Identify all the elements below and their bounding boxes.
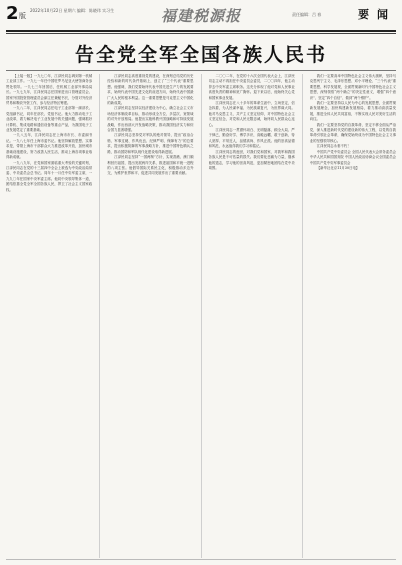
paragraph: 一九八二年，江泽民同志任电子工业部第一副部长、党组副书记，同年任部长、党组书记。他大力推动电子工业改革，着力解决电子工业发展中的关键问题，强调抓好计算机、集成电路和通信设备等重点产品，为我国电子工业发展奠定了重要基础。 <box>6 106 93 133</box>
paragraph: 二〇〇二年，在党的十六次全国代表大会上，江泽民同志主动不再担任中央委员会委员，二〇〇四年，他主动辞去中央军委主席职务。这充分体现了他对党和人民事业高度负责的精神和宽广胸怀。退下来以后，他始终关心党和国家事业发展。 <box>208 74 295 100</box>
footer-rule <box>6 559 396 560</box>
paragraph: 我们一定要坚持以人民为中心的发展思想，全面贯彻新发展理念，加快构建新发展格局，着力推动高质量发展，推进全体人民共同富裕，不断实现人民对美好生活的向往。 <box>309 101 396 122</box>
paragraph: 江泽民同志坚持以经济建设为中心，确立社会主义市场经济体制改革目标，推动形成全方位、多层次、宽领域的对外开放格局。他提出实施科教兴国战略和可持续发展战略，作出西部大开发战略决策，推动我国经济实力和综合国力显著增强。 <box>107 106 194 133</box>
page-number-unit: 版 <box>19 12 26 20</box>
paragraph: 我们一定要坚持党的自我革命，坚定不移全面从严治党，深入推进新时代党的建设新的伟大工程，以党的自我革命引领社会革命，确保党始终成为中国特色社会主义事业的坚强领导核心。 <box>309 122 396 143</box>
editor-credit: 责任编辑：吕 春 <box>292 12 322 17</box>
paragraph: 【新华社北京11月30日电】 <box>316 165 360 170</box>
paragraph: 江泽民同志在八十多年的革命生涯中，立场坚定，信念执着，为人民谋幸福、为民族谋复兴，为世界谋大同。他对马克思主义、共产主义坚定信仰，对中国特色社会主义坚定信念，对党和人民无限忠诚，始终同人民群众心连心。 <box>208 101 295 127</box>
paragraph: 江泽民同志永垂不朽！ <box>316 144 351 149</box>
column-divider <box>99 74 100 558</box>
article-column-4 <box>310 74 396 558</box>
issue-info: 2022年10月22日 星期六 编辑：陈晓玮 实习生 <box>30 8 115 13</box>
paragraph: 江泽民同志高度重视党的建设，在深刻总结党的历史经验和新的时代条件基础上，创立了“三个代表”重要思想。他强调，我们党要始终代表中国先进生产力的发展要求，始终代表中国先进文化的前进方向，始终代表中国最广大人民的根本利益。这一重要思想是马克思主义中国化的新成果。 <box>107 74 194 106</box>
article-column-3 <box>209 74 295 558</box>
column-divider <box>201 74 202 558</box>
paragraph: 江泽民同志一贯襟怀坦白、光明磊落，顾全大局、严于律己，勤奋好学、博学多识，高瞻远瞩、敢于创新，待人宽厚、平易近人，品德高尚、作风正派。他的崇高品德和风范，永远值得我们学习和铭记。 <box>208 128 295 149</box>
paragraph: 中国共产党中央委员会 全国人民代表大会常务委员会 中华人民共和国国务院 中国人民政治协商会议全国委员会 中国共产党中央军事委员会 <box>309 149 396 165</box>
page-number: 2 <box>6 3 19 24</box>
article-body <box>6 74 396 558</box>
section-title: 要闻 <box>358 8 396 21</box>
article-column-2 <box>107 74 193 558</box>
header-rule-thin <box>6 33 396 34</box>
masthead-logo: 福建税源报 <box>161 7 242 25</box>
paragraph: 江泽民同志坚持党对军队的绝对领导，提出“政治合格、军事过硬、作风优良、纪律严明、保障有力”的总要求，提出积极防御的军事战略方针，推进中国特色精兵之路，推动国防和军队现代化建设取得新进展。 <box>107 133 194 154</box>
headline-rule <box>6 70 396 71</box>
paragraph: 一九八五年，江泽民同志任上海市市长、市委副书记。一九八七年任上海市委书记。他坚持解放思想、实事求是，带领上海市干部群众大力推进改革开放，加快城市基础设施建设，努力改善人民生活，推动上海各项事业取得新成就。 <box>6 133 93 160</box>
paragraph: 江泽民同志的逝世，对我们党和国家、对我军和我国各族人民是不可估量的损失。我们要化悲痛为力量，继承他的遗志，学习他的崇高风范，更加紧密地团结在党中央周围。 <box>208 149 295 170</box>
paragraph: 江泽民同志坚持“一国两制”方针，实现香港、澳门顺利回归祖国，提出发展两岸关系、推进祖国和平统一进程的八项主张。他倡导国际关系民主化，积极推动多边外交，为维护世界和平、促进共同发展作出了重要贡献。 <box>107 155 194 176</box>
column-divider <box>302 74 303 558</box>
header-rule-thick <box>6 30 396 32</box>
paragraph: 【上接一版】一九七〇年，江泽民同志调到第一机械工业部工作。一九七一年任中国驻罗马尼亚大使馆商务参赞处领导。一九七三年回国后，任机械工业部外事局局长。一九七九年，江泽民同志任国家进出口管理委员会、国家外国投资管理委员会副主任兼秘书长，分管对外经济贸易和吸收外资工作，参与经济特区筹建。 <box>6 74 93 106</box>
article-headline: 告全党全军全国各族人民书 <box>74 44 327 66</box>
paragraph: 一九八九年，在党和国家面临重大考验的关键时刻，江泽民同志在党的十三届四中全会上被选为中央政治局常委、中央委员会总书记。同年十一月任中央军委主席，一九九〇年任国家中央军委主席。他同中央领导集体一道，团结依靠全党全军全国各族人民，捍卫了社会主义国家政权。 <box>6 160 93 192</box>
article-column-1 <box>6 74 92 558</box>
page-header <box>6 4 396 28</box>
paragraph: 我们一定要高举中国特色社会主义伟大旗帜，坚持马克思列宁主义、毛泽东思想、邓小平理论、“三个代表”重要思想、科学发展观，全面贯彻新时代中国特色社会主义思想，深刻领悟“两个确立”的决定性意义，增强“四个意识”、坚定“四个自信”、做到“两个维护”。 <box>309 74 396 100</box>
